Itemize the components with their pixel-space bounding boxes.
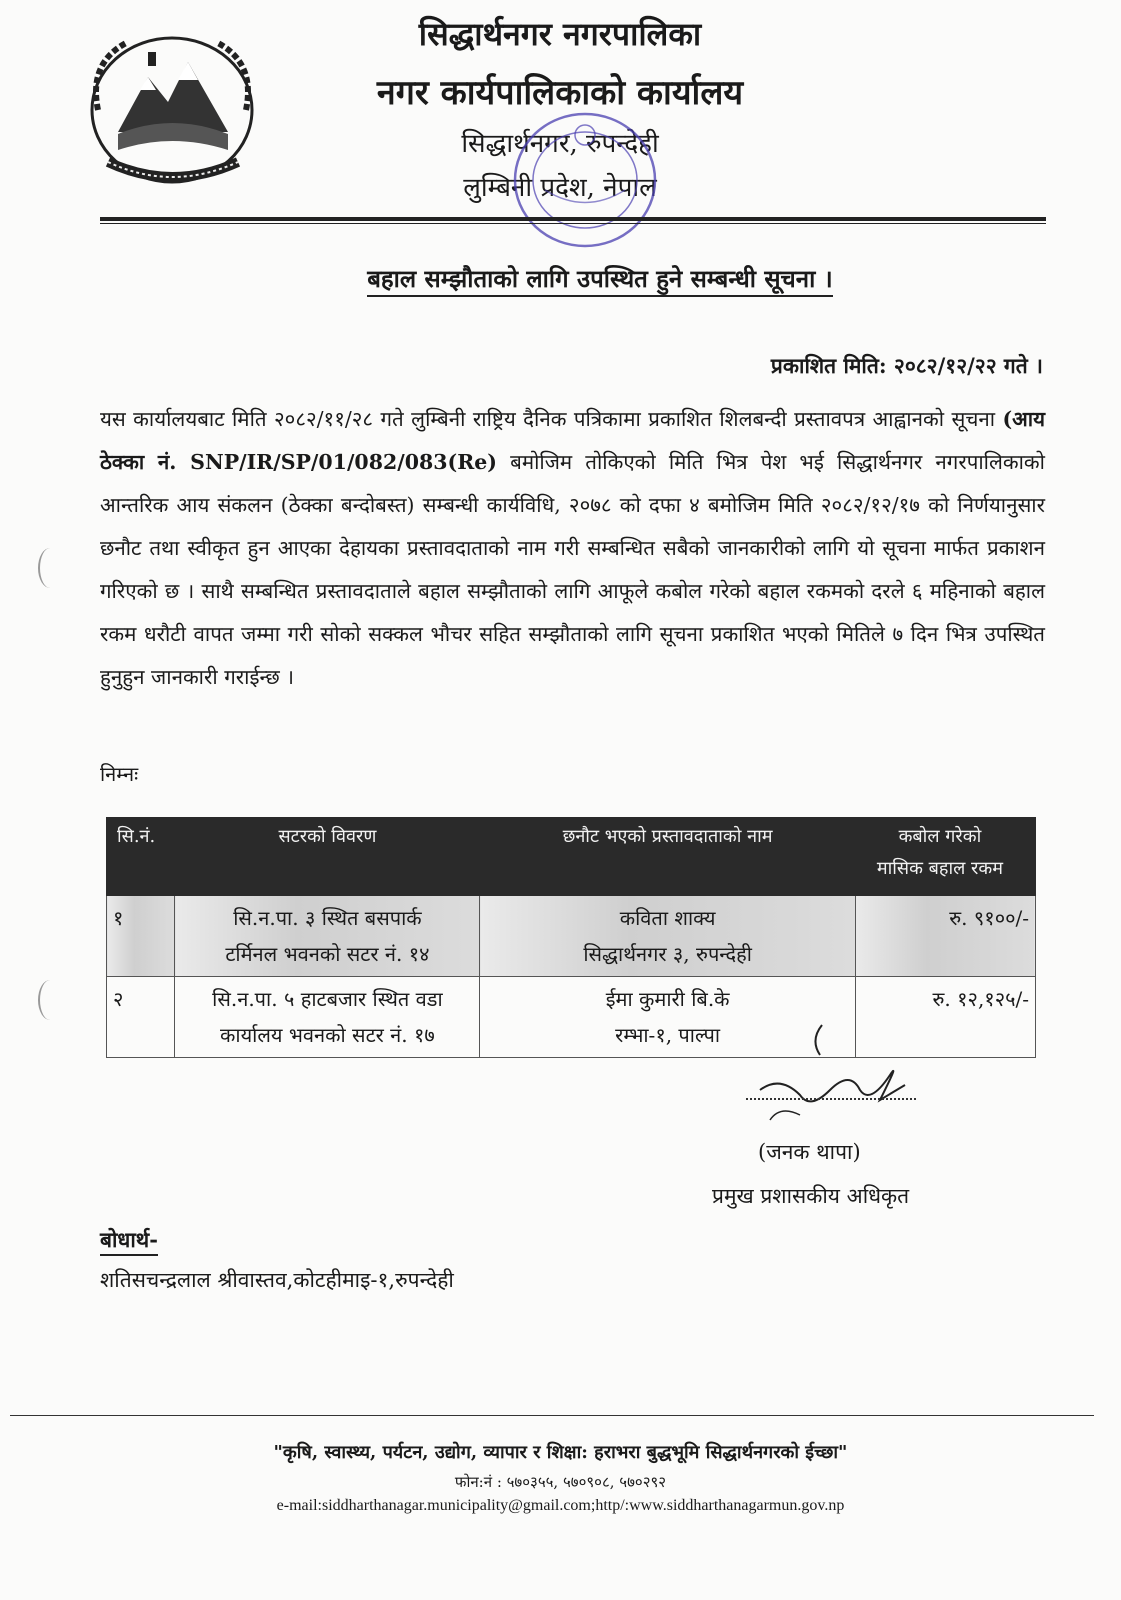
- header-rent-line-2: मासिक बहाल रकम: [876, 858, 1003, 879]
- table-header-row: [107, 818, 1036, 896]
- cell-sn: २: [107, 977, 175, 1058]
- bidder-line-2: रम्भा-१, पाल्पा: [615, 1023, 721, 1047]
- footer-phone: फोन:नं : ५७०३५५, ५७०९०८, ५७०२९२: [454, 1473, 667, 1491]
- cell-sn: १: [107, 896, 175, 977]
- signatory-name: (जनक थापा): [758, 1140, 861, 1164]
- cc-heading: बोधार्थ-: [100, 1226, 158, 1256]
- header-rent-line-1: कबोल गरेको: [898, 826, 982, 847]
- published-date-value: २०८२/१२/२२ गते ।: [893, 353, 1043, 378]
- notice-title: [200, 262, 1000, 295]
- footer-contact: e-mail:siddharthanagar.municipality@gmail.com;http/:www.siddharthanagarmun.gov.np: [276, 1497, 845, 1514]
- office-stamp: [500, 95, 670, 265]
- contract-number: (आय ठेक्का नं. SNP/IR/SP/01/082/083(Re): [100, 407, 1045, 474]
- body-part-2: बमोजिम तोकिएको मिति भित्र पेश भई सिद्धार्थनगर नगरपालिकाको आन्तरिक आय संकलन (ठेक्का बन्दोबस्त) सम्बन्धी कार्यविधि, २०७८ को दफा ४ बमोजिम मिति २०८२/१२/१७ को निर्णयानुसार छनौट तथा स्वीकृत हुन आएका देहायका प्रस्तावदाताको नाम गरी सम्बन्धित सबैको जानकारीको लागि यो सूचना मार्फत प्रकाशन गरिएको छ । साथै सम्बन्धित प्रस्तावदाताले बहाल सम्झौताको लागि आफूले कबोल गरेको बहाल रकमको दरले ६ महिनाको बहाल रकम धरौटी वापत जम्मा गरी सोको सक्कल भौचर सहित सम्झौताको लागि सूचना प्रकाशित भएको मितिले ७ दिन भित्र उपस्थित हुनुहुन जानकारी गराईन्छ ।: [100, 450, 1045, 689]
- desc-line-1: सि.न.पा. ५ हाटबजार स्थित वडा: [212, 987, 443, 1011]
- cell-description: [175, 977, 480, 1058]
- desc-line-2: टर्मिनल भवनको सटर नं. १४: [225, 942, 430, 966]
- notice-body: [100, 398, 1045, 699]
- header-sn: सि.नं.: [107, 818, 175, 896]
- header-description: सटरको विवरण: [175, 818, 480, 896]
- address-line-2: लुम्बिनी प्रदेश, नेपाल: [463, 173, 657, 203]
- punch-hole-mark: [38, 980, 62, 1020]
- cell-bidder: [480, 896, 855, 977]
- bidder-line-1: कविता शाक्य: [619, 906, 716, 930]
- cell-description: [175, 896, 480, 977]
- signature: [740, 1020, 920, 1130]
- body-part-1: यस कार्यालयबाट मिति २०८२/११/२८ गते लुम्बिनी राष्ट्रिय दैनिक पत्रिकामा प्रकाशित शिलबन्दी प्रस्तावपत्र आह्वानको सूचना: [100, 407, 1003, 431]
- cell-rent: रु. १२,१२५/-: [855, 977, 1035, 1058]
- footer-slogan: "कृषि, स्वास्थ्य, पर्यटन, उद्योग, व्यापार र शिक्षा: हराभरा बुद्धभूमि सिद्धार्थनगरको ईच्छा": [273, 1442, 848, 1463]
- published-label: प्रकाशित मिति:: [770, 353, 887, 378]
- footer-divider: [10, 1415, 1094, 1416]
- cc-recipient: शतिसचन्द्रलाल श्रीवास्तव,कोटहीमाइ-१,रुपन्देही: [100, 1268, 454, 1292]
- desc-line-1: सि.न.पा. ३ स्थित बसपार्क: [233, 906, 422, 930]
- table-row: [107, 896, 1036, 977]
- header-rent: [855, 818, 1035, 896]
- published-date: [771, 352, 1043, 380]
- header-divider: [100, 217, 1046, 221]
- bidder-line-1: ईमा कुमारी बि.के: [605, 987, 730, 1011]
- signatory-title: प्रमुख प्रशासकीय अधिकृत: [712, 1184, 910, 1208]
- list-label: निम्नः: [100, 762, 139, 786]
- bidder-line-2: सिद्धार्थनगर ३, रुपन्देही: [583, 942, 752, 966]
- nepal-emblem-logo: [78, 22, 266, 192]
- office-name: नगर कार्यपालिकाको कार्यालय: [376, 73, 744, 113]
- header-divider-thin: [100, 223, 1046, 224]
- header-bidder: छनौट भएको प्रस्तावदाताको नाम: [480, 818, 855, 896]
- address-line-1: सिद्धार्थनगर, रुपन्देही: [461, 129, 659, 159]
- punch-hole-mark: [38, 548, 62, 588]
- cell-rent: रु. ९१००/-: [855, 896, 1035, 977]
- signature-line: [746, 1098, 916, 1100]
- desc-line-2: कार्यालय भवनको सटर नं. १७: [220, 1023, 435, 1047]
- municipality-name: सिद्धार्थनगर नगरपालिका: [418, 15, 702, 53]
- notice-title-text: बहाल सम्झौताको लागि उपस्थित हुने सम्बन्धी सूचना ।: [367, 264, 833, 297]
